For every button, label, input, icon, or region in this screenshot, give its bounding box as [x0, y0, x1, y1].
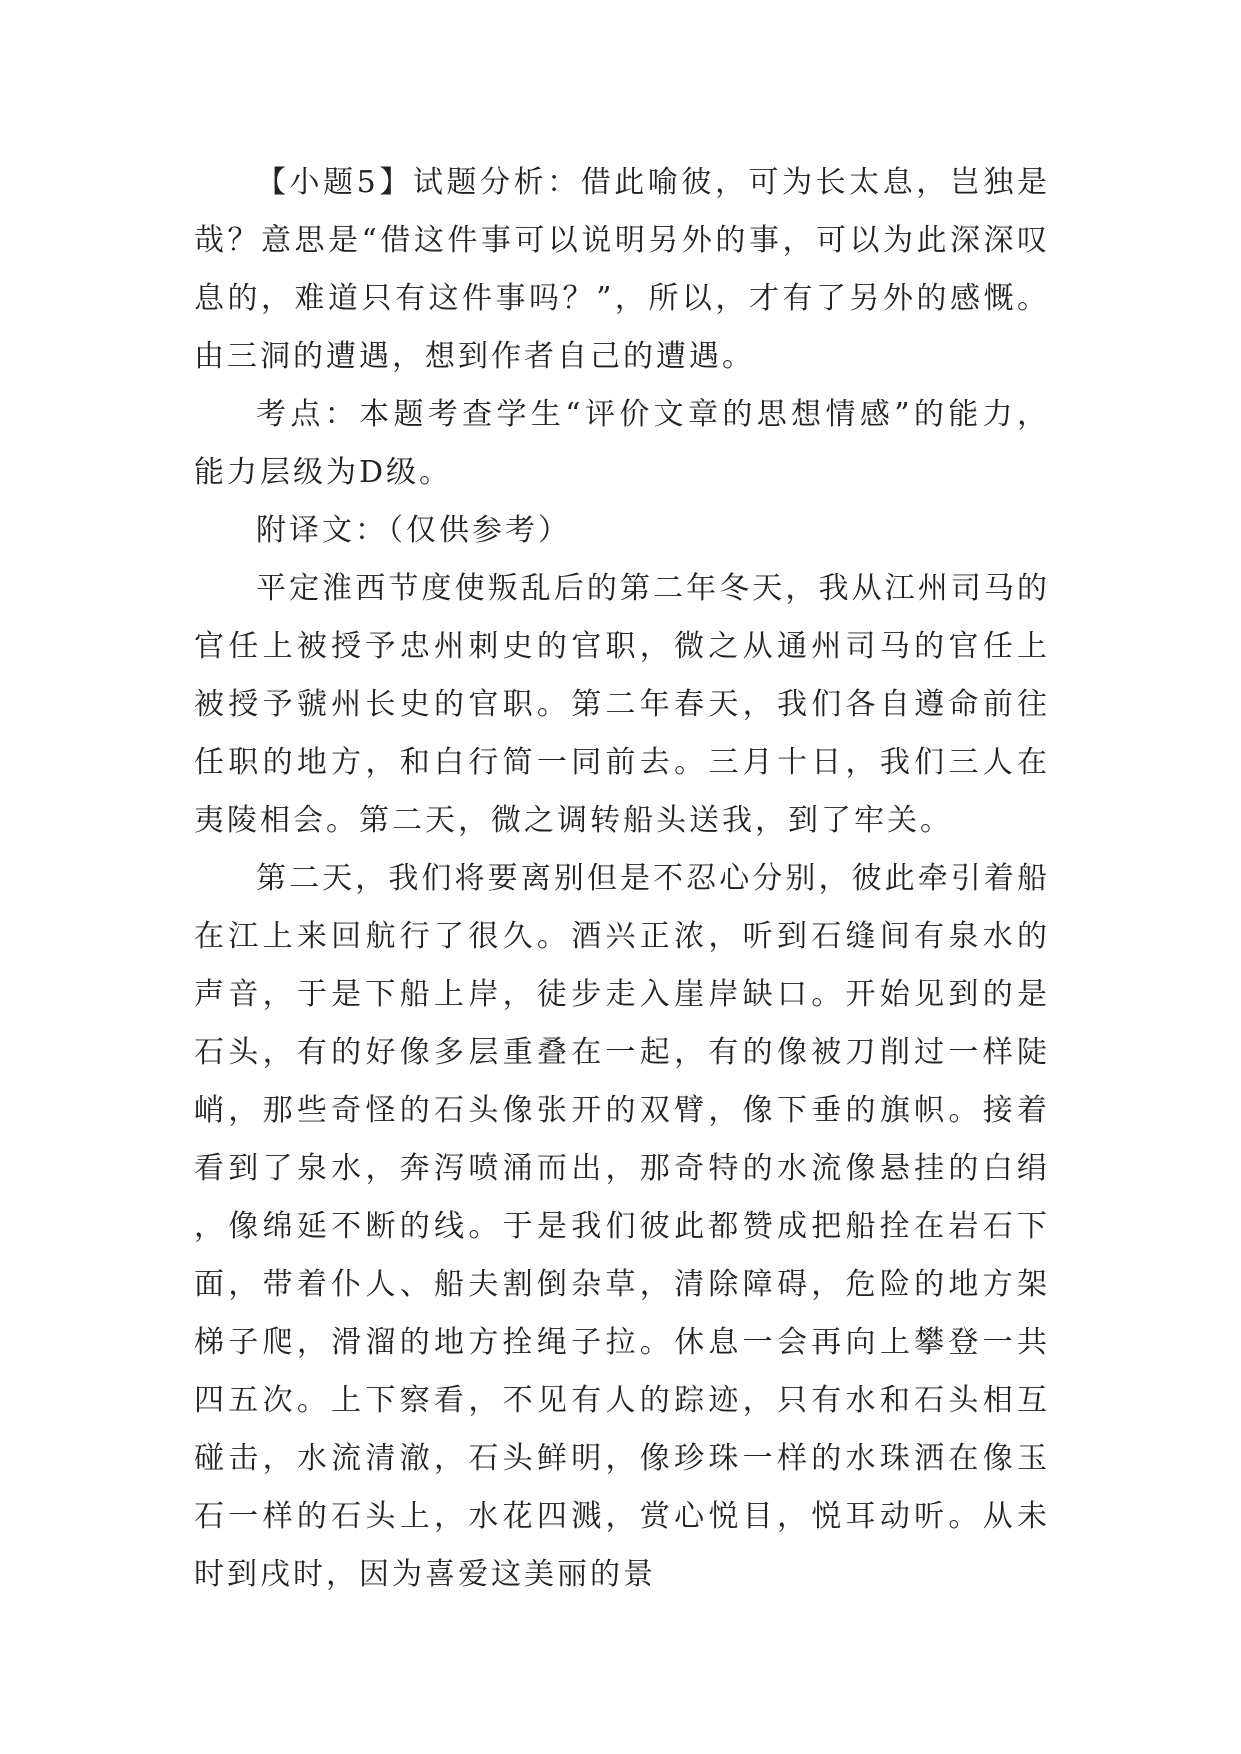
paragraph-translation-heading: 附译文：（仅供参考）	[256, 513, 571, 548]
paragraph-translation-2: 第二天，我们将要离别但是不忍心分别，彼此牵引着船在江上来回航行了很久。酒兴正浓，听到石缝间有泉水的声音，于是下船上岸，徒步走入崖岸缺口。开始见到的是石头，有的好像多层重叠在一起，有的像被刀削过一样陡峭，那些奇怪的石头像张开的双臂，像下垂的旗帜。接着看到了泉水，奔泻喷涌而出，那奇特的水流像悬挂的白绢，像绵延不断的线。于是我们彼此都赞成把船拴在岩石下面，带着仆人、船夫割倒杂草，清除障碍，危险的地方架梯子爬，滑溜的地方拴绳子拉。休息一会再向上攀登一共四五次。上下察看，不见有人的踪迹，只有水和石头相互碰击，水流清澈，石头鲜明，像珍珠一样的水珠洒在像玉石一样的石头上，水花四溅，赏心悦目，悦耳动听。从未时到戌时，因为喜爱这美丽的景	[194, 861, 1050, 1592]
document-body	[194, 154, 1050, 1604]
paragraph-exam-point: 考点：本题考查学生“评价文章的思想情感”的能力，能力层级为D级。	[194, 397, 1050, 490]
paragraph-analysis: 【小题5】试题分析：借此喻彼，可为长太息，岂独是哉？意思是“借这件事可以说明另外的事，可以为此深深叹息的，难道只有这件事吗？”，所以，才有了另外的感慨。由三洞的遭遇，想到作者自己的遭遇。	[194, 165, 1050, 374]
paragraph-translation-1: 平定淮西节度使叛乱后的第二年冬天，我从江州司马的官任上被授予忠州刺史的官职，微之从通州司马的官任上被授予虢州长史的官职。第二年春天，我们各自遵命前往任职的地方，和白行简一同前去。三月十日，我们三人在夷陵相会。第二天，微之调转船头送我，到了牢关。	[194, 571, 1050, 838]
